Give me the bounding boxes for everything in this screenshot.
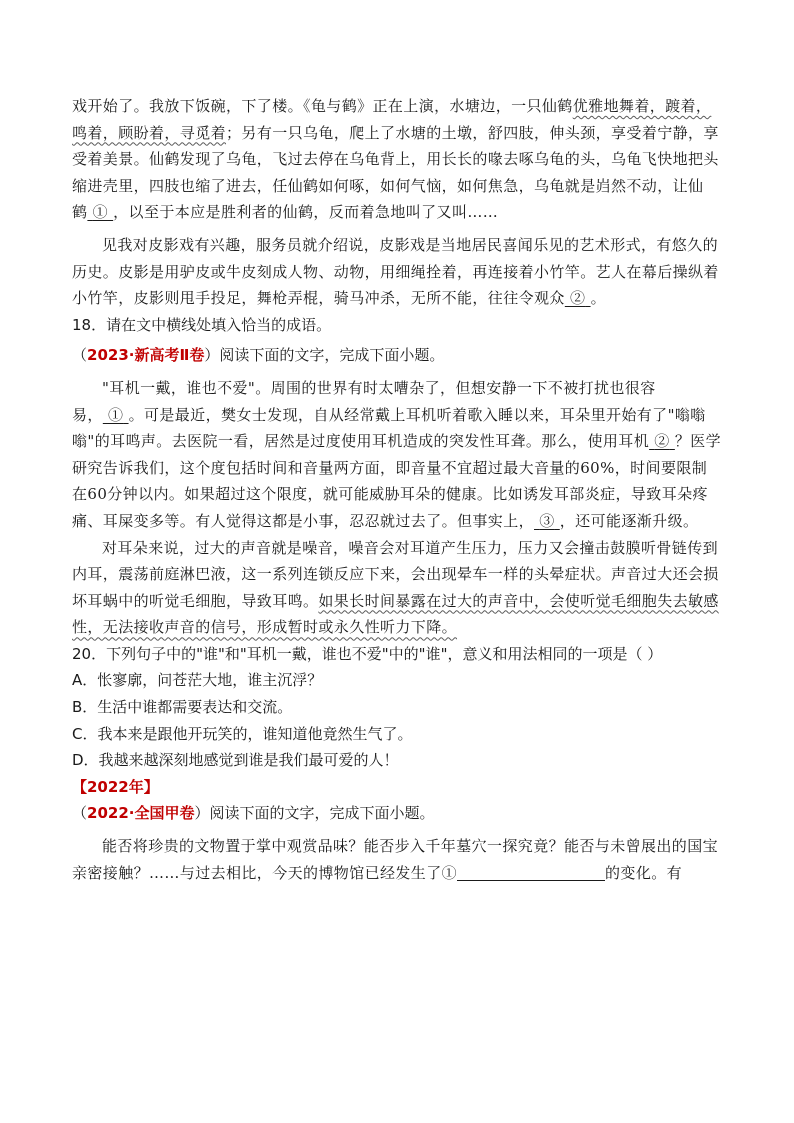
option-c[interactable]: C．我本来是跟他开玩笑的，谁知道他竟然生气了。 [72,724,413,743]
blank-1[interactable]: ① [92,203,108,222]
option-a[interactable]: A．怅寥廓，问苍茫大地，谁主沉浮？ [72,671,323,690]
question-18: 18．请在文中横线处填入恰当的成语。 [72,315,332,334]
passage1-paragraph1 [72,93,722,226]
option-b[interactable]: B．生活中谁都需要表达和交流。 [72,698,293,717]
blank-1[interactable]: ① [107,405,124,424]
text: 。 [590,289,606,308]
source-instruction: 阅读下面的文字，完成下面小题。 [209,804,435,823]
text: ，还可能逐渐升级。 [559,511,699,530]
document-page [72,93,722,886]
source-instruction: 阅读下面的文字，完成下面小题。 [219,346,445,365]
text: ；另有一只乌龟，爬上了水塘的土墩，舒四肢，伸头颈，享受着宁静，享受着美景。仙鹤发现了乌龟，飞过去停在乌龟背上，用长长的喙去啄乌龟的头，乌龟飞快地把头缩进壳里，四肢也缩了进去，任仙鹤如何啄，如何气恼，如何焦急，乌龟就是岿然不动，让仙鹤 [72,123,719,222]
source-year: 2023· [87,346,135,365]
blank-2[interactable]: ② [569,289,586,308]
blank-3[interactable]: ③ [539,511,555,530]
text: ？医学研究告诉我们，这个度包括时间和音量两方面，即音量不宜超过最大音量的60%，时间要限制在60分钟以内。如果超过这个限度，就可能威胁耳朵的健康。比如诱发耳部炎症，导致耳朵疼痛、耳屎变多等。有人觉得这都是小事，忍忍就过去了。但事实上， [72,432,722,530]
passage2-paragraph1 [72,375,722,535]
passage1-paragraph2 [72,232,722,312]
passage3-paragraph1 [72,833,722,886]
passage2-paragraph2 [72,535,722,641]
source-year: 2022· [87,804,135,823]
text: 对耳朵来说，过大的声音就是噪音，噪音会对耳道产生压力，压力又会撞击鼓膜听骨链传到内耳，震荡前庭淋巴液，这一系列连锁反应下来，会出现晕车一样的头晕症状。声音过大还会损坏耳蜗中的听觉毛细胞，导致耳鸣。 [72,538,719,610]
text: "耳机一戴，谁也不爱"。周围的世界有时太嘈杂了，但想安静一下不被打扰也很容易， [72,378,656,424]
text: ，以至于本应是胜利者的仙鹤，反而着急地叫了又叫…… [113,203,499,222]
wavy-underline-text: 优雅地舞着，踱着，鸣着，顾盼着，寻觅着 [72,97,712,142]
wavy-underline-text: 如果长时间暴露在过大的声音中，会使听觉毛细胞失去敏感性，无法接收声音的信号，形成暂时或永久性听力下降。 [72,591,719,637]
source-name: 全国甲卷 [134,804,195,823]
text: 能否将珍贵的文物置于掌中观赏品味？能否步入千年墓穴一探究竟？能否与未曾展出的国宝亲密接触？……与过去相比，今天的博物馆已经发生了① [72,837,719,882]
text: 见我对皮影戏有兴趣，服务员就介绍说，皮影戏是当地居民喜闻乐见的艺术形式，有悠久的历史。皮影是用驴皮或牛皮刻成人物、动物，用细绳拴着，再连接着小竹竿。艺人在幕后操纵着小竹竿，皮影则甩手投足，舞枪弄棍，骑马冲杀，无所不能，往往令观众 [72,235,719,308]
source-2022: （2022·全国甲卷）阅读下面的文字，完成下面小题。 [72,804,435,823]
text: 的变化。有 [605,863,683,882]
blank-2[interactable]: ② [654,432,670,451]
year-header: 【2022年】 [72,777,159,796]
blank-1-line[interactable] [457,864,605,881]
option-d[interactable]: D．我越来越深刻地感觉到谁是我们最可爱的人！ [72,751,399,770]
source-2023: （2023·新高考Ⅱ卷）阅读下面的文字，完成下面小题。 [72,346,445,365]
source-name: 新高考Ⅱ卷 [134,346,205,365]
text: 。可是最近，樊女士发现，自从经常戴上耳机听着歌入睡以来，耳朵里开始有了"嗡嗡嗡"的耳鸣声。去医院一看，居然是过度使用耳机造成的突发性耳聋。那么，使用耳机 [72,405,706,451]
text: 戏开始了。我放下饭碗，下了楼。《龟与鹤》正在上演，水塘边，一只仙鹤 [72,97,573,115]
question-20-stem: 20．下列句子中的"谁"和"耳机一戴，谁也不爱"中的"谁"，意义和用法相同的一项是（ ） [72,644,663,663]
